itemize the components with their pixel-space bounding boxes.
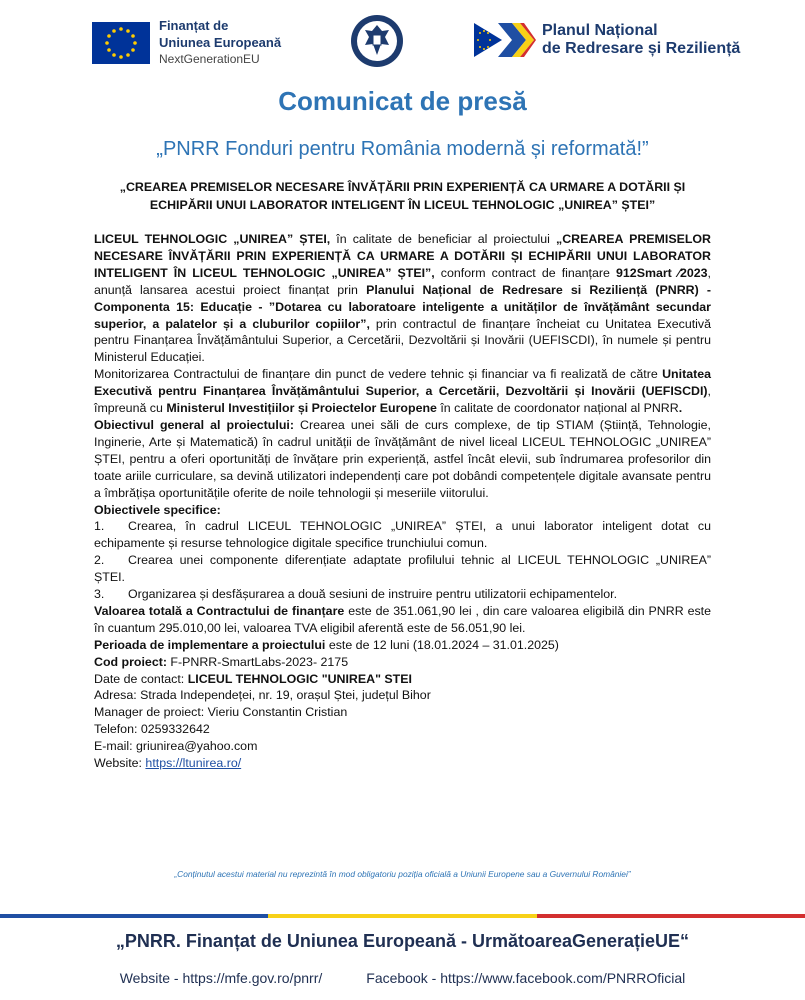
item-number: 1. [94, 519, 105, 534]
specific-objective-item [94, 552, 711, 586]
footer-links [0, 970, 805, 986]
objective-text: Crearea unei săli de curs complexe, de tip STIAM (Știință, Tehnologie, Inginerie, Arte și Matematică) în cadrul unității de învățământ de nivel liceal LICEUL TEHNOLOGIC „UNIREA” ȘTEI, pentru a oferi oportunități de învățare prin experiență, astfel încât elevii, sub îndrumarea profesorilor din toate ariile curriculare, sa devină utilizatori independenți care pot dobândi competențele digitale avansate pentru a îmbrățișa oportunitățile oferite de noile tehnologii și meseriile viitorului. [94, 417, 711, 500]
footer-facebook-link[interactable]: Facebook - https://www.facebook.com/PNRROficial [366, 970, 686, 986]
code-label: Cod proiect: [94, 654, 167, 669]
contact-organization: LICEUL TEHNOLOGIC "UNIREA" STEI [187, 671, 412, 686]
monitoring-text-2: , împreună cu [94, 384, 711, 416]
period-paragraph [94, 637, 711, 654]
ministry-name: Ministerul Investițiilor și Proiectelor Europene [166, 401, 437, 416]
eu-logo-line2: Uniunea Europeană [159, 35, 282, 50]
footer-website-link[interactable]: Website - https://mfe.gov.ro/pnrr/ [119, 970, 323, 986]
page-subtitle: „PNRR Fonduri pentru România modernă și reformată!” [156, 138, 649, 160]
contact-line [94, 671, 711, 688]
pnrr-flag-icon [474, 21, 536, 59]
pnrr-logo-line1: Planul Național [542, 22, 658, 39]
footer-stripe-red [537, 914, 805, 918]
romanian-government-seal-icon [349, 13, 405, 69]
eu-logo-line3: NextGenerationEU [159, 52, 260, 66]
uefiscdi-name: Unitatea Executivă pentru Finanțarea Învățământului Superior, a Cercetării, Dezvoltării și Inovării (UEFISCDI) [94, 367, 711, 399]
specific-objective-item [94, 586, 711, 603]
eu-logo-line1: Finanțat de [159, 18, 229, 33]
specific-objective-item [94, 518, 711, 552]
monitoring-text-1: Monitorizarea Contractului de finanțare din punct de vedere tehnic și financiar va fi realizată de către [94, 367, 663, 382]
intro-text-3: , anunță lansarea acestui proiect finanțat prin [94, 265, 711, 297]
item-text: Crearea, în cadrul LICEUL TEHNOLOGIC „UNIREA” ȘTEI, a unui laborator inteligent dotat cu echipamente și resurse tehnologice digitale specifice trunchiului comun. [94, 519, 711, 551]
item-text: Organizarea și desfășurarea a două sesiuni de instruire pentru utilizatorii echipamentelor. [128, 587, 618, 602]
phone-line: Telefon: 0259332642 [94, 722, 210, 737]
manager-line: Manager de proiect: Vieriu Constantin Cristian [94, 705, 348, 720]
page-title: Comunicat de presă [278, 86, 527, 116]
intro-text-2: conform contract de finanțare [434, 265, 617, 280]
code-paragraph [94, 654, 711, 671]
value-text: este de 351.061,90 lei , din care valoarea eligibilă din PNRR este în cuantum 295.010,00 lei, valoarea TVA eligibil aferentă este de 56.051,90 lei. [94, 603, 711, 635]
beneficiary-name: LICEUL TEHNOLOGIC „UNIREA” ȘTEI, [94, 232, 331, 246]
monitoring-paragraph [94, 366, 711, 417]
eu-flag-icon [92, 22, 150, 64]
period-text: este de 12 luni (18.01.2024 – 31.01.2025) [325, 637, 559, 652]
monitoring-text-3: în calitate de coordonator național al PNRR [436, 401, 679, 416]
footer-title: „PNRR. Finanțat de Uniunea Europeană - UrmătoareaGenerațieUE“ [115, 931, 690, 951]
specific-objectives-label [94, 502, 711, 519]
website-line [94, 755, 711, 772]
address-line: Adresa: Strada Independeței, nr. 19, orașul Ștei, județul Bihor [94, 688, 431, 703]
intro-paragraph [94, 231, 711, 366]
intro-text-4: prin contractul de finanțare încheiat cu Unitatea Executivă pentru Finanțarea Învățământului Superior, a Cercetării, Dezvoltării și Inovării (UEFISCDI), în numele și pentru Ministerul Educației. [94, 316, 711, 365]
pnrr-logo-line2: de Redresare și Reziliență [542, 40, 741, 57]
period-label: Perioada de implementare a proiectului [94, 637, 326, 652]
intro-text-1: în calitate de beneficiar al proiectului [330, 232, 556, 246]
eu-funding-logo [92, 17, 281, 68]
footer-stripe-yellow [268, 914, 537, 918]
objective-paragraph [94, 417, 711, 502]
contract-number: 912Smart ⁄2023 [616, 265, 708, 280]
item-number: 3. [94, 587, 105, 602]
value-paragraph [94, 603, 711, 637]
footer-stripe-blue [0, 914, 268, 918]
item-text: Crearea unei componente diferențiate adaptate profilului tehnic al LICEUL TEHNOLOGIC „UNIREA” ȘTEI. [94, 553, 711, 585]
code-text: F-PNRR-SmartLabs-2023- 2175 [166, 654, 349, 669]
email-line: E-mail: griunirea@yahoo.com [94, 739, 258, 754]
value-label: Valoarea totală a Contractului de finanțare [94, 603, 345, 618]
press-release-body [94, 231, 711, 772]
specific-label: Obiectivele specifice: [94, 502, 221, 517]
pnrr-component: Planului Național de Redresare si Reziliență (PNRR) - Componenta 15: Educație - ”Dotarea cu laboratoare inteligente a unităților de învățământ secundar superior, a palatelor și a cluburilor copiilor”, [94, 282, 711, 331]
contact-label: Date de contact: [94, 671, 188, 686]
project-title: „CREAREA PREMISELOR NECESARE ÎNVĂȚĂRII PRIN EXPERIENȚĂ CA URMARE A DOTĂRII ȘI ECHIPĂRII UNUI LABORATOR INTELIGENT ÎN LICEUL TEHNOLOGIC „UNIREA” ȘTEI” [119, 180, 686, 212]
item-number: 2. [94, 553, 105, 568]
pnrr-logo [474, 21, 740, 59]
website-link[interactable]: https://ltunirea.ro/ [145, 756, 242, 771]
project-name: „CREAREA PREMISELOR NECESARE ÎNVĂȚĂRII PRIN EXPERIENȚĂ CA URMARE A DOTĂRII ȘI ECHIPĂRII UNUI LABORATOR INTELIGENT ÎN LICEUL TEHNOLOGIC „UNIREA” ȘTEI”, [94, 232, 712, 280]
monitoring-period: . [678, 401, 683, 416]
objective-label: Obiectivul general al proiectului: [94, 417, 294, 432]
disclaimer: „Conținutul acestui material nu reprezintă în mod obligatoriu poziția oficială a Uniunii Europene sau a Guvernului României” [174, 869, 631, 879]
website-label: Website: [94, 756, 146, 771]
